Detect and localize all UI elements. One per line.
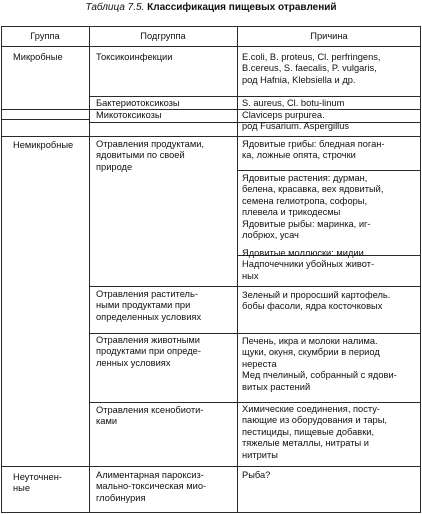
rule-row (89, 286, 421, 287)
cell-line: E.coli, B. proteus, Cl. perfringens, (242, 52, 381, 62)
cell-line: Ядовитые рыбы: маринка, иг- (242, 218, 371, 229)
cell-line: природе (96, 161, 133, 172)
header-group: Группа (30, 31, 60, 41)
cell-line: род Fusarium. Aspergillus (242, 121, 350, 132)
rule-row (89, 333, 421, 334)
cell-line: щуки, окуня, скумбрии в период (242, 347, 380, 358)
cell-line: Рыба? (242, 470, 271, 480)
cell-line: Бактериотоксикозы (96, 98, 180, 108)
cell-line: S. aureus, Cl. botu-linum (242, 98, 345, 108)
cell-line: Химические соединения, посту- (242, 404, 380, 414)
group-cell (13, 472, 62, 495)
cell-line: нереста (242, 358, 277, 369)
cell-line: Мед пчелиный, собранный с ядови- (242, 370, 397, 381)
rule-left (1, 26, 2, 513)
rule-header (1, 46, 421, 47)
table-title: Классификация пищевых отравлений (147, 2, 337, 13)
rule-row (89, 402, 421, 403)
cell-line: Ядовитые грибы: бледная поган- (242, 139, 385, 149)
rule-top (1, 26, 421, 27)
cell-line: ка, ложные опята, строчки (242, 150, 356, 161)
subgroup-cell (96, 289, 201, 323)
cell-line: Ядовитые моллюски: мидии (242, 248, 364, 258)
cell-line: Зеленый и проросший картофель. (242, 290, 391, 300)
cell-line: белена, красавка, вех ядовитый, (242, 184, 384, 195)
cell-line: ядовитыми по своей (96, 150, 185, 161)
cell-line: Надпочечники убойных живот- (242, 259, 375, 270)
subgroup-cell (96, 405, 203, 428)
rule-row (1, 136, 421, 137)
cell-line: тяжелые металлы, нитраты и (242, 438, 369, 449)
group-cell (13, 140, 73, 151)
cell-line: Неуточнен- (13, 472, 62, 482)
cause-cell (242, 110, 349, 133)
table-caption (0, 0, 422, 16)
cell-line: Ядовитые растения: дурман, (242, 173, 368, 183)
cause-cell (242, 139, 385, 162)
cell-line: ными продуктами при (96, 300, 191, 311)
cell-line: ных (242, 270, 259, 281)
subgroup-cell (96, 139, 204, 173)
cell-line: Отравления ксенобиоти- (96, 405, 204, 415)
cell-line: ные (13, 483, 30, 494)
cell-line: Отравления животными (96, 335, 200, 345)
cause-cell (242, 290, 390, 313)
rule-row (1, 109, 421, 110)
rule-col2 (237, 26, 238, 513)
cell-line: ками (96, 416, 118, 427)
cause-cell (242, 173, 383, 241)
cause-cell (242, 470, 270, 481)
cell-line: определенных условиях (96, 311, 202, 322)
table-number: Таблица 7.5. (85, 2, 145, 13)
rule-row (89, 96, 421, 97)
cell-line: глобинурия (96, 492, 146, 503)
rule-col1 (89, 26, 90, 513)
header-cause: Причина (310, 31, 348, 41)
cell-line: Алиментарная пароксиз- (96, 470, 204, 480)
cell-line: Claviceps purpurea. (242, 110, 325, 120)
subgroup-cell (96, 110, 162, 121)
cell-line: семена гелиотропа, софоры, (242, 195, 368, 206)
cause-cell (242, 248, 374, 282)
cell-line: род Hafnia, Klebsiella и др. (242, 74, 356, 85)
rule-right (420, 26, 421, 513)
group-cell (13, 52, 63, 63)
rule-row (237, 170, 421, 171)
subgroup-cell (96, 52, 172, 63)
rule-row (1, 119, 89, 120)
header-subgroup: Подгруппа (140, 31, 186, 41)
cell-line: Микробные (13, 52, 63, 62)
cell-line: лобрюх, усач (242, 230, 299, 241)
cell-line: витых растений (242, 381, 311, 392)
cell-line: продуктами при опреде- (96, 346, 201, 357)
subgroup-cell (96, 335, 201, 369)
cell-line: мально-токсическая мио- (96, 481, 207, 492)
cell-line: нитриты (242, 449, 278, 460)
cell-line: пающие из оборудования и тары, (242, 415, 387, 426)
cell-line: Микотоксикозы (96, 110, 162, 120)
subgroup-cell (96, 470, 206, 504)
cell-line: B.cereus, S. faecalis, P. vulgaris, (242, 63, 377, 74)
cell-line: Отравления раститель- (96, 289, 198, 299)
cell-line: Отравления продуктами, (96, 139, 205, 149)
cell-line: плевела и трикодесмы (242, 207, 341, 218)
cell-line: Печень, икра и молоки налима. (242, 336, 378, 346)
cause-cell (242, 98, 344, 109)
cell-line: ленных условиях (96, 357, 171, 368)
cell-line: Токсикоинфекции (96, 52, 173, 62)
cell-line: бобы фасоли, ядра косточковых (242, 301, 383, 312)
cell-line: Немикробные (13, 140, 74, 150)
classification-table (1, 26, 421, 513)
rule-row (1, 466, 421, 467)
subgroup-cell (96, 98, 180, 109)
cause-cell (242, 404, 387, 461)
cause-cell (242, 52, 380, 86)
rule-bottom (1, 512, 421, 513)
cell-line: пестициды, пищевые добавки, (242, 426, 375, 437)
cause-cell (242, 336, 397, 393)
